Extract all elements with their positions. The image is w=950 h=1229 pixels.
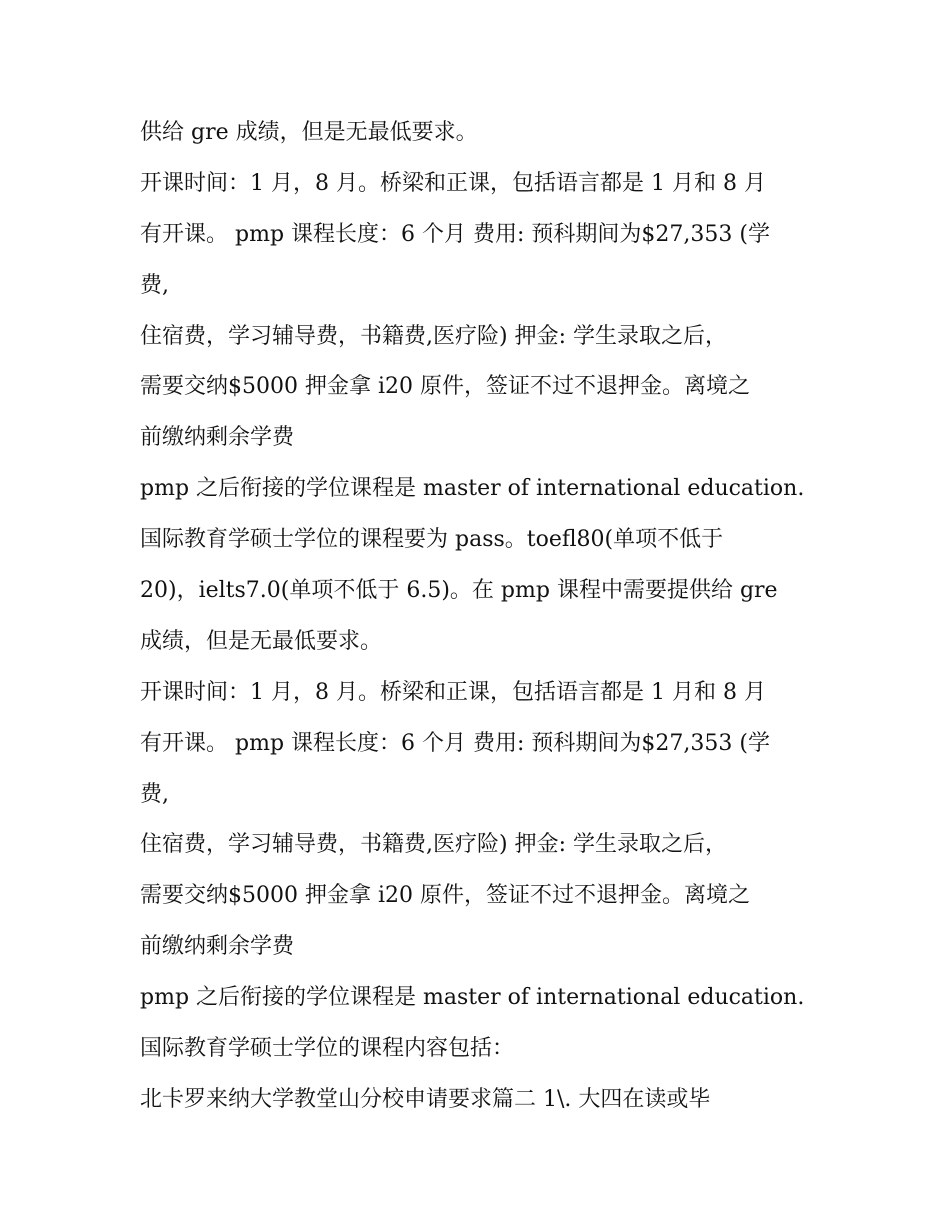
text-line: 费, [140, 781, 169, 807]
text-line: 供给 gre 成绩，但是无最低要求。 [140, 120, 478, 145]
text-line: 成绩，但是无最低要求。 [140, 628, 383, 654]
text-line: 开课时间：1 月，8 月。桥梁和正课，包括语言都是 1 月和 8 月 [140, 679, 766, 705]
document-body [140, 108, 830, 1126]
text-line: 北卡罗来纳大学教堂山分校申请要求篇二 1\. 大四在读或毕 [140, 1086, 711, 1112]
text-line: 需要交纳$5000 押金拿 i20 原件，签证不过不退押金。离境之 [140, 374, 750, 400]
text-line: 有开课。 pmp 课程长度：6 个月 费用: 预科期间为$27,353 (学 [140, 221, 770, 247]
text-line: 国际教育学硕士学位的课程内容包括： [140, 1036, 515, 1062]
text-line: pmp 之后衔接的学位课程是 master of international education. [140, 476, 805, 502]
text-line: 费, [140, 272, 169, 298]
text-line: pmp 之后衔接的学位课程是 master of international education. [140, 985, 805, 1011]
text-line: 国际教育学硕士学位的课程要为 pass。toefl80(单项不低于 [140, 527, 724, 553]
text-line: 需要交纳$5000 押金拿 i20 原件，签证不过不退押金。离境之 [140, 883, 750, 909]
text-line: 有开课。 pmp 课程长度：6 个月 费用: 预科期间为$27,353 (学 [140, 730, 770, 756]
text-line: 开课时间：1 月，8 月。桥梁和正课，包括语言都是 1 月和 8 月 [140, 170, 766, 196]
text-line: 前缴纳剩余学费 [140, 425, 295, 451]
text-line: 20)，ielts7.0(单项不低于 6.5)。在 pmp 课程中需要提供给 gre [140, 578, 778, 604]
text-line: 前缴纳剩余学费 [140, 934, 295, 960]
text-line: 住宿费，学习辅导费，书籍费,医疗险) 押金: 学生录取之后， [140, 323, 727, 349]
text-line: 住宿费，学习辅导费，书籍费,医疗险) 押金: 学生录取之后， [140, 832, 727, 858]
